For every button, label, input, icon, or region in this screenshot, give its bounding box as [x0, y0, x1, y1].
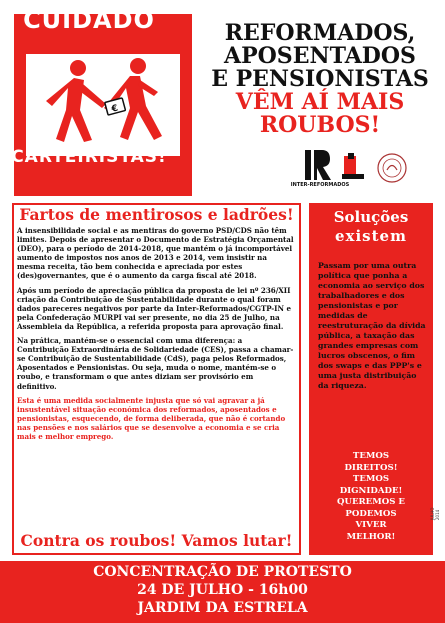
sign-top-text: CUIDADO [23, 6, 155, 34]
solutions-title-line-1: Soluções [333, 208, 409, 226]
cgtp-logo-icon [340, 152, 370, 182]
sign-bottom-text: CARTEIRISTAS! [11, 147, 167, 167]
banner-line-3: JARDIM DA ESTRELA [137, 600, 308, 616]
headline-line-5: ROUBOS! [259, 112, 381, 138]
call-line-4: DIGNIDADE! [339, 485, 403, 496]
call-line-3: TEMOS [352, 474, 390, 484]
headline-line-2: APOSENTADOS [224, 43, 416, 69]
wallet-euro-icon [105, 98, 126, 115]
print-note: JULHO 2014 [430, 507, 440, 520]
solutions-text: Passam por uma outra política que ponha a economia ao serviço dos trabalhadores e dos pensionistas e por medidas de reestruturação da dívida pública, a taxação das grandes empresas com lucros obscenos, o fim dos swaps e das PPP's e uma justa distribuição da riqueza. [318, 261, 426, 390]
call-line-8: MELHOR! [346, 531, 396, 542]
headline-line-3: E PENSIONISTAS [211, 66, 429, 92]
headline [200, 22, 440, 137]
protest-banner-text [0, 563, 445, 617]
main-bottom-slogan: Contra os roubos! Vamos lutar! [20, 531, 293, 550]
murpi-seal-icon [376, 152, 408, 184]
inter-reformados-label: INTER-REFORMADOS [290, 182, 350, 188]
main-paragraph-2: Após um período de apreciação pública da proposta de lei nº 236/XII criação da Contribuição de Sustentabilidade durante o qual foram dados pareceres negativos por parte da Inter-Reformados/CGTP-IN e pela Confederação MURPI vai ser presente, no dia 25 de Julho, na Assembleia da República, a referida proposta para aprovação final. [17, 285, 291, 331]
banner-line-1: CONCENTRAÇÃO DE PROTESTO [93, 564, 352, 580]
pickpocket-figures-icon [26, 54, 180, 156]
headline-line-1: REFORMADOS, [224, 20, 416, 46]
svg-text:€: € [110, 103, 120, 115]
solutions-call [309, 451, 433, 543]
solutions-title [309, 208, 433, 246]
main-paragraph-3: Na prática, mantém-se o essencial com uma diferença: a Contribuição Extraordinária de Solidariedade (CES), passa a chamar-se Contribuição de Sustentabilidade (CdS), paga pelos Reformados, Aposentados e Pensionistas. Ou seja, muda o nome, mantém-se o roubo, e transformam o que antes diziam ser provisório em definitivo. [17, 336, 294, 391]
call-line-6: PODEMOS [345, 508, 397, 519]
headline-line-4: VÊM AÍ MAIS [235, 89, 405, 115]
main-paragraph-4: Esta é uma medida socialmente injusta que só vai agravar a já insustentável situação económica dos reformados, aposentados e pensionistas, esquecendo, de forma deliberada, que não é cortando nas pensões e nos salários que se desenvolve a economia e se cria mais e melhor emprego. [17, 395, 286, 441]
inter-reformados-logo-icon [302, 148, 332, 182]
solutions-title-line-2: existem [335, 227, 407, 245]
main-title: Fartos de mentirosos e ladrões! [19, 205, 294, 224]
call-line-5: QUEREMOS E [337, 497, 405, 507]
call-line-7: VIVER [355, 520, 387, 530]
banner-line-2: 24 DE JULHO - 16h00 [137, 582, 308, 598]
main-body [17, 226, 295, 446]
call-line-2: DIREITOS! [344, 462, 398, 473]
call-line-1: TEMOS [352, 451, 390, 461]
main-paragraph-1: A insensibilidade social e as mentiras do governo PSD/CDS não têm limites. Depois de apresentar o Documento de Estratégia Orçamental (DEO), para o período de 2014-2018, que mantém o já incomportável aumento de impostos nos anos de 2013 e 2014, vem insistir na mesma receita, tão bem conhecida e apreciada por estes (des)governantes, que é o aumento da carga fiscal até 2018. [17, 226, 294, 281]
